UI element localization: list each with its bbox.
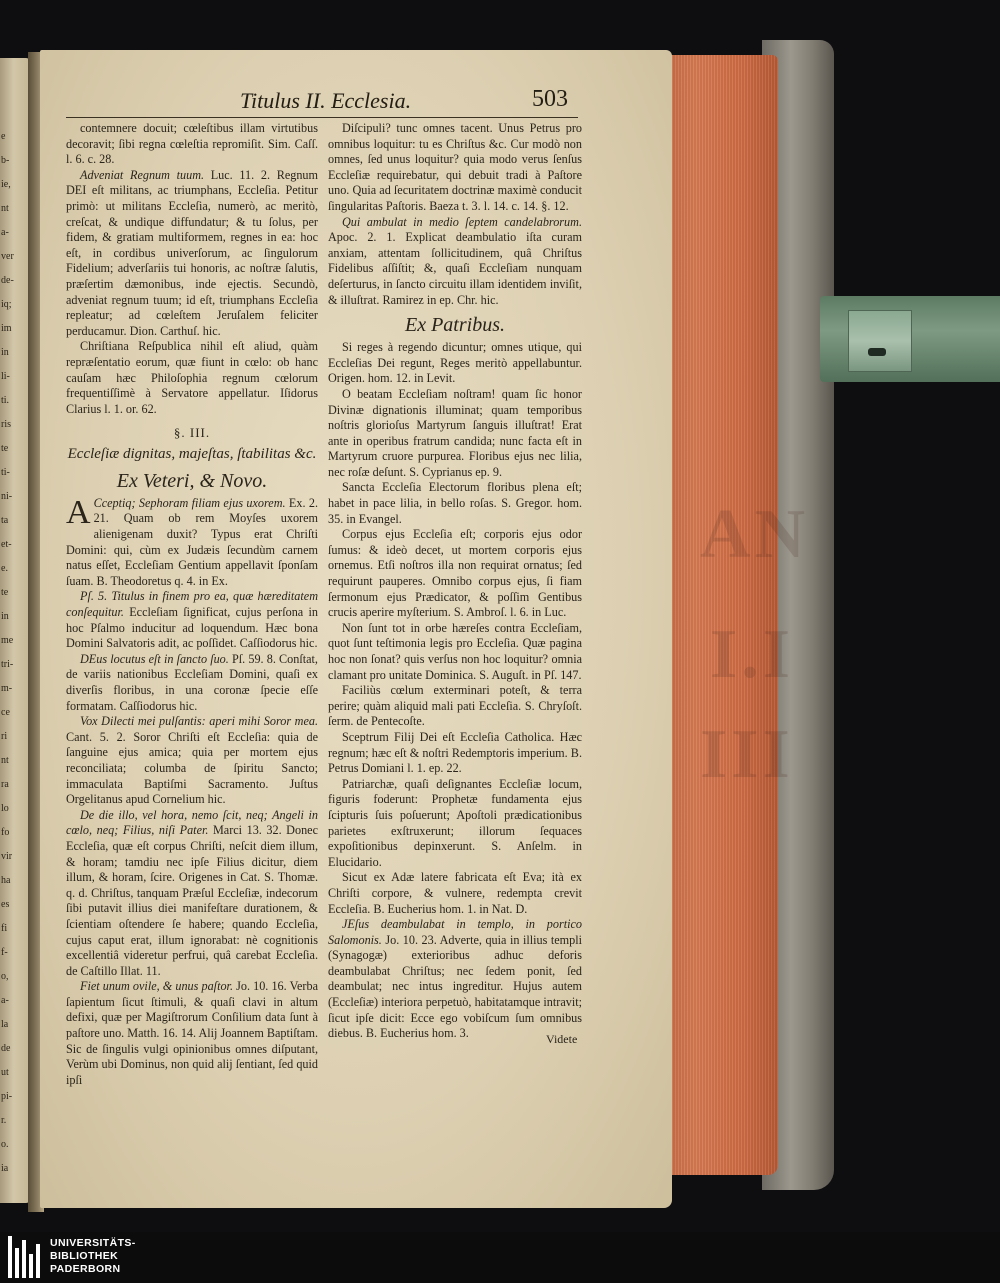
paragraph [66, 493, 319, 590]
library-line-2: BIBLIOTHEK [50, 1250, 119, 1262]
paragraph-text: O beatam Eccleſiam noſtram! quam ſic honor Divinæ dignationis illuminat; quam temporibus noſtris glorioſus Martyrum ſanguis illuſtrat! Erat ante in operibus fratrum candida; nunc facta eſt in Martyrum cruore purpurea. Floribus ejus nec lilia, nec roſæ deſunt. S. Cyprianus ep. 9. [328, 386, 582, 479]
paragraph-text: Pſ. 59. 8. Conſtat, de variis nationibus Eccleſiam Domini, quaſi ex diverſis floribus, in una coronæ ſpecie eſſe formatam. Caſſiodorus hic. [66, 651, 318, 713]
margin-fragment: m- [1, 683, 13, 694]
paragraph-text: Faciliùs cœlum exterminari poteſt, & terra perire; quàm aliquid mali pati Eccleſia. S. Chryſoſt. ſerm. de Pentecoſte. [328, 683, 582, 729]
paragraph [66, 808, 318, 980]
paragraph-text: Sceptrum Filij Dei eſt Eccleſia Catholica. Hæc regnum; hæc eſt & noſtri Redemptoris imperium. B. Petrus Domiani l. 1. ep. 22. [328, 729, 582, 776]
margin-fragment: ti. [1, 395, 10, 406]
paragraph [328, 870, 582, 917]
catchword: Videte [546, 1032, 578, 1046]
margin-fragment: im [1, 323, 12, 334]
margin-fragment: vir [1, 851, 13, 862]
paragraph-text: Sancta Eccleſia Electorum floribus plena eſt; habet in pace lilia, in bello roſas. S. Gregor. hom. 35. in Evangel. [328, 480, 582, 526]
paragraph-text: Diſcipuli? tunc omnes tacent. Unus Petrus pro omnibus loquitur: tu es Chriſtus &c. Cur modò non omnes, ſed unus loquitur? quia modo verus ſenſus Eccleſiæ requirebatur, qui debuit tradi à Paſtore uno. Quia ad ſecuritatem doctrinæ maximè conducit ſingularitas Paſtoris. Baeza t. 3. l. 14. c. 14. §. 12. [328, 121, 582, 213]
quotation: Adveniat Regnum tuum. [80, 167, 205, 182]
margin-fragment: ni- [1, 491, 13, 502]
section-number: §. III. [173, 425, 211, 441]
margin-fragment: b- [1, 155, 10, 166]
running-title: Titulus II. Ecclesia. [240, 88, 412, 113]
margin-fragment: iq; [1, 299, 12, 310]
margin-fragment: r. [1, 1115, 7, 1126]
paragraph-text: Sicut ex Adæ latere fabricata eſt Eva; ità ex Chriſti corpore, & vulnere, redempta crevit Eccleſia. B. Eucherius hom. 1. in Nat. D. [328, 870, 582, 916]
paragraph [328, 730, 582, 777]
paragraph-text: Si reges à regendo dicuntur; omnes utique, qui Eccleſias Dei regunt, Reges meritò appellabuntur. Origen. hom. 12. in Levit. [328, 340, 582, 386]
paragraph-text: Luc. 11. 2. Regnum DEI eſt militans, ac triumphans, Eccleſia. Petitur primò: ut militans Eccleſia, numerò, ac meritò, creſcat, & undique diffundatur; & tu ſolus, per fidem, & gratiam multiformem, regnes in ea: hoc eſt, in cordibus univerſorum, ac ſingulorum Fidelium; adverſariis tui honoris, ac noſtræ ſalutis, præſertim dæmonibus, inde ejectis. Secundò, adveniat regnum tuum; id eſt, triumphans Eccleſia repleatur; ad cœleſtem Jeruſalem feliciter perducamur. Dion. Carthuſ. hic. [66, 167, 318, 338]
paragraph [328, 215, 582, 309]
margin-fragment: ta [1, 515, 9, 526]
margin-fragment: ut [1, 1067, 9, 1078]
margin-fragment: fi [1, 923, 8, 934]
margin-fragment: et- [1, 539, 12, 550]
paragraph [328, 621, 582, 683]
quotation: DEus locutus eſt in ſancto ſuo. [80, 651, 229, 666]
margin-fragment: ce [1, 707, 10, 718]
quotation: Qui ambulat in medio ſeptem candelabrorum. [342, 214, 582, 229]
margin-fragment: ri [1, 731, 8, 742]
margin-fragment: li- [1, 371, 10, 382]
page-number: 503 [532, 86, 568, 112]
section-title: Ex Veteri, & Novo. [116, 469, 268, 492]
library-footer [0, 1232, 1000, 1283]
margin-fragment: ra [1, 779, 9, 790]
paragraph [66, 979, 318, 1088]
paragraph [66, 339, 318, 417]
left-column [66, 121, 318, 1088]
paragraph [66, 168, 318, 340]
paragraph [66, 121, 318, 168]
margin-fragment: fo [1, 827, 10, 838]
margin-fragment: te [1, 443, 9, 454]
quotation: Pſ. 5. Titulus in finem pro ea, quæ hæreditatem conſequitur. [66, 589, 318, 620]
margin-fragment: ia [1, 1163, 9, 1174]
paragraph-text: Ex. 2. 21. Quam ob rem Moyſes uxorem alienigenam duxit? Typus erat Chriſti Domini: qui, cùm ex Judæis ſecundùm carnem natus eſſet, Eccleſiam Gentium appellavit ſponſam ſuam. B. Theodoretus q. 4. in Ex. [66, 495, 319, 588]
paragraph-text: Jo. 10. 16. Verba ſapientum ſicut ſtimuli, & quaſi clavi in altum defixi, quæ per Magiſtrorum Conſilium data ſunt à paſtore uno. Matth. 16. 14. Alij Joannem Baptiſtam. Sic de ſingulis vulgi opinionibus omnes diſputant, Verùm ubi Dominus, non quid alij ſentiant, ſed quid ipſi [66, 979, 318, 1087]
paragraph [328, 917, 582, 1042]
margin-fragment: o. [1, 1139, 9, 1150]
paragraph-text: Patriarchæ, quaſi deſignantes Eccleſiæ locum, figuris foderunt: Prophetæ fundamenta ejus ſcipturis ſuis poſuerunt; Apoſtoli prædicationibus parietes exſtruxerunt; illorum ſequaces expoſitionibus depinxerunt. S. Anſelm. in Elucidario. [328, 776, 582, 869]
paragraph [328, 777, 582, 871]
margin-fragment: a- [1, 995, 9, 1006]
clasp-hole [868, 348, 886, 356]
paragraph [328, 121, 582, 215]
margin-fragment: es [1, 899, 10, 910]
paragraph-text: Marci 13. 32. Donec Eccleſia, quæ eſt corpus Chriſti, neſcit diem illum, & horam; tamdiu nec ipſe Filius dicitur, diem illum, & horam, ſcire. Origenes in Cat. S. Thomæ. q. d. Chriſtus, tanquam Præſul Eccleſiæ, indecorum ſibi putavit illius diei manifeſtare durationem, & ſcientiam oſtendere ſe habere; quando Eccleſia, cujus caput erat, illum ignorabat: nè cognitionis excellentiâ videretur perfrui, quâ carebat Eccleſia. de Caſtillo Illat. 11. [66, 823, 318, 978]
margin-fragment: nt [1, 203, 9, 214]
left-page-edge [0, 58, 30, 1203]
margin-fragment: lo [1, 803, 9, 814]
paragraph [66, 714, 318, 808]
margin-fragment: a- [1, 227, 9, 238]
paragraph [328, 340, 582, 387]
library-name [50, 1237, 136, 1276]
drop-cap: A [66, 493, 91, 531]
margin-fragment: ha [1, 875, 11, 886]
quotation: De die illo, vel hora, nemo ſcit, neq; Angeli in cœlo, neq; Filius, niſi Pater. [66, 807, 318, 838]
section-title: Ex Patribus. [405, 314, 505, 337]
margin-fragment: pi- [1, 1091, 13, 1102]
paragraph [328, 527, 582, 621]
paragraph-text: Chriſtiana Reſpublica nihil eſt aliud, quàm repræſentatio eorum, quæ fiunt in cœlo: ob hanc cauſam hæc Philoſophia regnum cœlorum frequentiſſimè à Servatore appellatur. Iſidorus Clarius l. 1. or. 62. [66, 339, 318, 416]
section-heading: Eccleſiæ dignitas, majeſtas, ſtabilitas &c. [67, 445, 317, 462]
paragraph [328, 387, 582, 481]
header-rule [66, 117, 578, 118]
margin-fragment: me [1, 635, 14, 646]
margin-fragment: de- [1, 275, 14, 286]
paragraph-text: Corpus ejus Eccleſia eſt; corporis ejus odor ſumus: & ideò decet, ut mortem corporis ejus ornemus. Etſi noſtros illa non requirat ornatus; ſed requirunt pauperes. Omnibo corpus ejus, ſi fiam ſermonum ejus Prædicator, & poſſim Gentibus crucis aperire myſterium. S. Ambroſ. l. 6. in Luc. [328, 527, 582, 620]
margin-fragment: te [1, 587, 9, 598]
quotation: JEſus deambulabat in templo, in portico Salomonis. [328, 917, 582, 947]
fore-edge: AN I.I III [660, 55, 778, 1175]
paragraph [66, 652, 318, 714]
quotation: Fiet unum ovile, & unus paſtor. [80, 979, 233, 994]
margin-fragment: la [1, 1019, 9, 1030]
margin-fragment: ti- [1, 467, 10, 478]
paragraph-text: Cant. 5. 2. Soror Chriſti eſt Eccleſia: quia de ſanguine ejus amica; quia per mortem ejus reconciliata; columba de ſpiritu Sancto; immaculata Baptiſmi Sacramento. Juſtus Orgelitanus apud Cornelium hic. [66, 729, 318, 807]
margin-fragment: tri- [1, 659, 14, 670]
paragraph-text: Eccleſiam ſignificat, cujus perſona in hoc Pſalmo inducitur ad loquendum. Hæc bona Domini Salvatoris adit, ac poſſidet. Caſſiodorus hic. [66, 605, 318, 651]
paragraph-text: Non ſunt tot in orbe hæreſes contra Eccleſiam, quot ſunt teſtimonia legis pro Eccleſia. Quæ pagina hoc non ſonat? quis verſus non hoc loquitur? omnia clamant pro unitate Dominica. S. Auguſt. in Pſ. 147. [328, 620, 582, 682]
quotation: Cceptiq; Sephoram filiam ejus uxorem. [93, 495, 286, 510]
margin-fragment: ris [1, 419, 11, 430]
paragraph [66, 589, 318, 651]
margin-fragment: e. [1, 563, 8, 574]
paragraph-text: contemnere docuit; cœleſtibus illam virtutibus decoravit; ſibi regna cœleſtia repromiſit. Sim. Caſſ. l. 6. c. 28. [66, 121, 318, 167]
margin-fragment: f- [1, 947, 8, 958]
paragraph-text: Apoc. 2. 1. Explicat deambulatio iſta curam anxiam, attentam ſollicitudinem, quâ Chriſtus Fidelibus aſſiſtit; &, quaſi Eccleſiam nunquam deſerturus, in ſancto circuitu illam identidem inviſit, & illuſtrat. Ramirez in ep. Chr. hic. [328, 230, 582, 307]
margin-fragment: de [1, 1043, 11, 1054]
library-line-3: PADERBORN [50, 1263, 121, 1275]
margin-fragment: nt [1, 755, 9, 766]
library-line-1: UNIVERSITÄTS- [50, 1237, 136, 1249]
margin-fragment: in [1, 347, 9, 358]
right-column [328, 121, 582, 1042]
paragraph-text: Jo. 10. 23. Adverte, quia in illius templi (Synagogæ) exterioribus adhuc deforis deambulabat Chriſtus; nec ſedem ponit, ſed deambulat; nec intus ingreditur. Hujus autem (Eccleſiæ) interiora perpetuò, habitatamque intravit; ſicut ipſe dicit: Ecce ego vobiſcum ſum omnibus diebus. B. Eucherius hom. 3. [328, 932, 582, 1041]
clasp-plate [848, 310, 912, 372]
margin-fragment: ie, [1, 179, 11, 190]
margin-fragment: in [1, 611, 9, 622]
margin-fragment: e [1, 131, 6, 142]
library-logo-icon [8, 1236, 42, 1278]
quotation: Vox Dilecti mei pulſantis: aperi mihi Soror mea. [80, 714, 318, 729]
margin-fragment: o, [1, 971, 9, 982]
margin-fragment: ver [1, 251, 14, 262]
paragraph [328, 480, 582, 527]
paragraph [328, 683, 582, 730]
